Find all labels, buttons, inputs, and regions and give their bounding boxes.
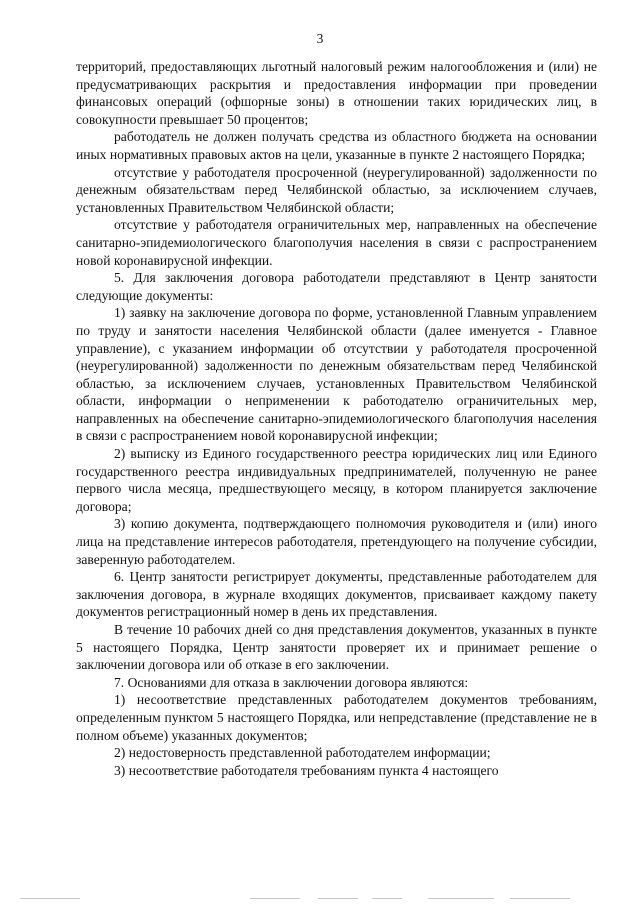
document-body [76, 58, 597, 779]
paragraph-clause-7-item-3: 3) несоответствие работодателя требованиям пункта 4 настоящего [114, 762, 499, 778]
paragraph-clause-6-review-period: В течение 10 рабочих дней со дня представления документов, указанных в пункте 5 настоящего Порядка, Центр занятости проверяет их и принимает решение о заключении договора или об отказе в его заключении. [76, 622, 597, 673]
paragraph-no-overdue-debt: отсутствие у работодателя просроченной (неурегулированной) задолженности по денежным обязательствам перед Челябинской областью, за исключением случаев, установленных Правительством Челябинской области; [76, 164, 597, 215]
scan-artifact-marks [0, 895, 640, 905]
paragraph-clause-5: 5. Для заключения договора работодатели представляют в Центр занятости следующие документы: [76, 270, 597, 303]
paragraph-no-regional-budget-funds: работодатель не должен получать средства из областного бюджета на основании иных нормативных правовых актов на цели, указанные в пункте 2 настоящего Порядка; [76, 129, 597, 162]
paragraph-no-restrictive-measures: отсутствие у работодателя ограничительных мер, направленных на обеспечение санитарно-эпидемиологического благополучия населения в связи с распространением новой коронавирусной инфекции. [76, 217, 597, 268]
paragraph-clause-7-item-2: 2) недостоверность представленной работодателем информации; [114, 745, 491, 761]
paragraph-clause-6: 6. Центр занятости регистрирует документы, представленные работодателем для заключения договора, в журнале входящих документов, присваивает каждому пакету документов регистрационный номер в день их представления. [76, 569, 597, 620]
paragraph-clause-5-item-3: 3) копию документа, подтверждающего полномочия руководителя и (или) иного лица на представление интересов работодателя, претендующего на получение субсидии, заверенную работодателем. [76, 516, 597, 567]
paragraph-offshore-continuation: территорий, предоставляющих льготный налоговый режим налогообложения и (или) не предусматривающих раскрытия и предоставления информации при проведении финансовых операций (офшорные зоны) в отношении таких юридических лиц, в совокупности превышает 50 процентов; [76, 59, 597, 127]
paragraph-clause-7-item-1: 1) несоответствие представленных работодателем документов требованиям, определенным пунктом 5 настоящего Порядка, или непредставление (представление не в полном объеме) указанных документов; [76, 692, 597, 743]
paragraph-clause-7: 7. Основаниями для отказа в заключении договора являются: [114, 674, 469, 690]
paragraph-clause-5-item-2: 2) выписку из Единого государственного реестра юридических лиц или Единого государственного реестра индивидуальных предпринимателей, полученную не ранее первого числа месяца, предшествующего месяцу, в котором планируется заключение договора; [76, 446, 597, 514]
page-number: 3 [316, 31, 324, 46]
paragraph-clause-5-item-1: 1) заявку на заключение договора по форме, установленной Главным управлением по труду и занятости населения Челябинской области (далее именуется - Главное управление), с указанием информации об отсутствии у работодателя просроченной (неурегулированной) задолженности по денежным обязательствам перед Челябинской областью, за исключением случаев, установленных Правительством Челябинской области, информации о неприменении к работодателю ограничительных мер, направленных на обеспечение санитарно-эпидемиологического благополучия населения в связи с распространением новой коронавирусной инфекции; [76, 305, 597, 444]
